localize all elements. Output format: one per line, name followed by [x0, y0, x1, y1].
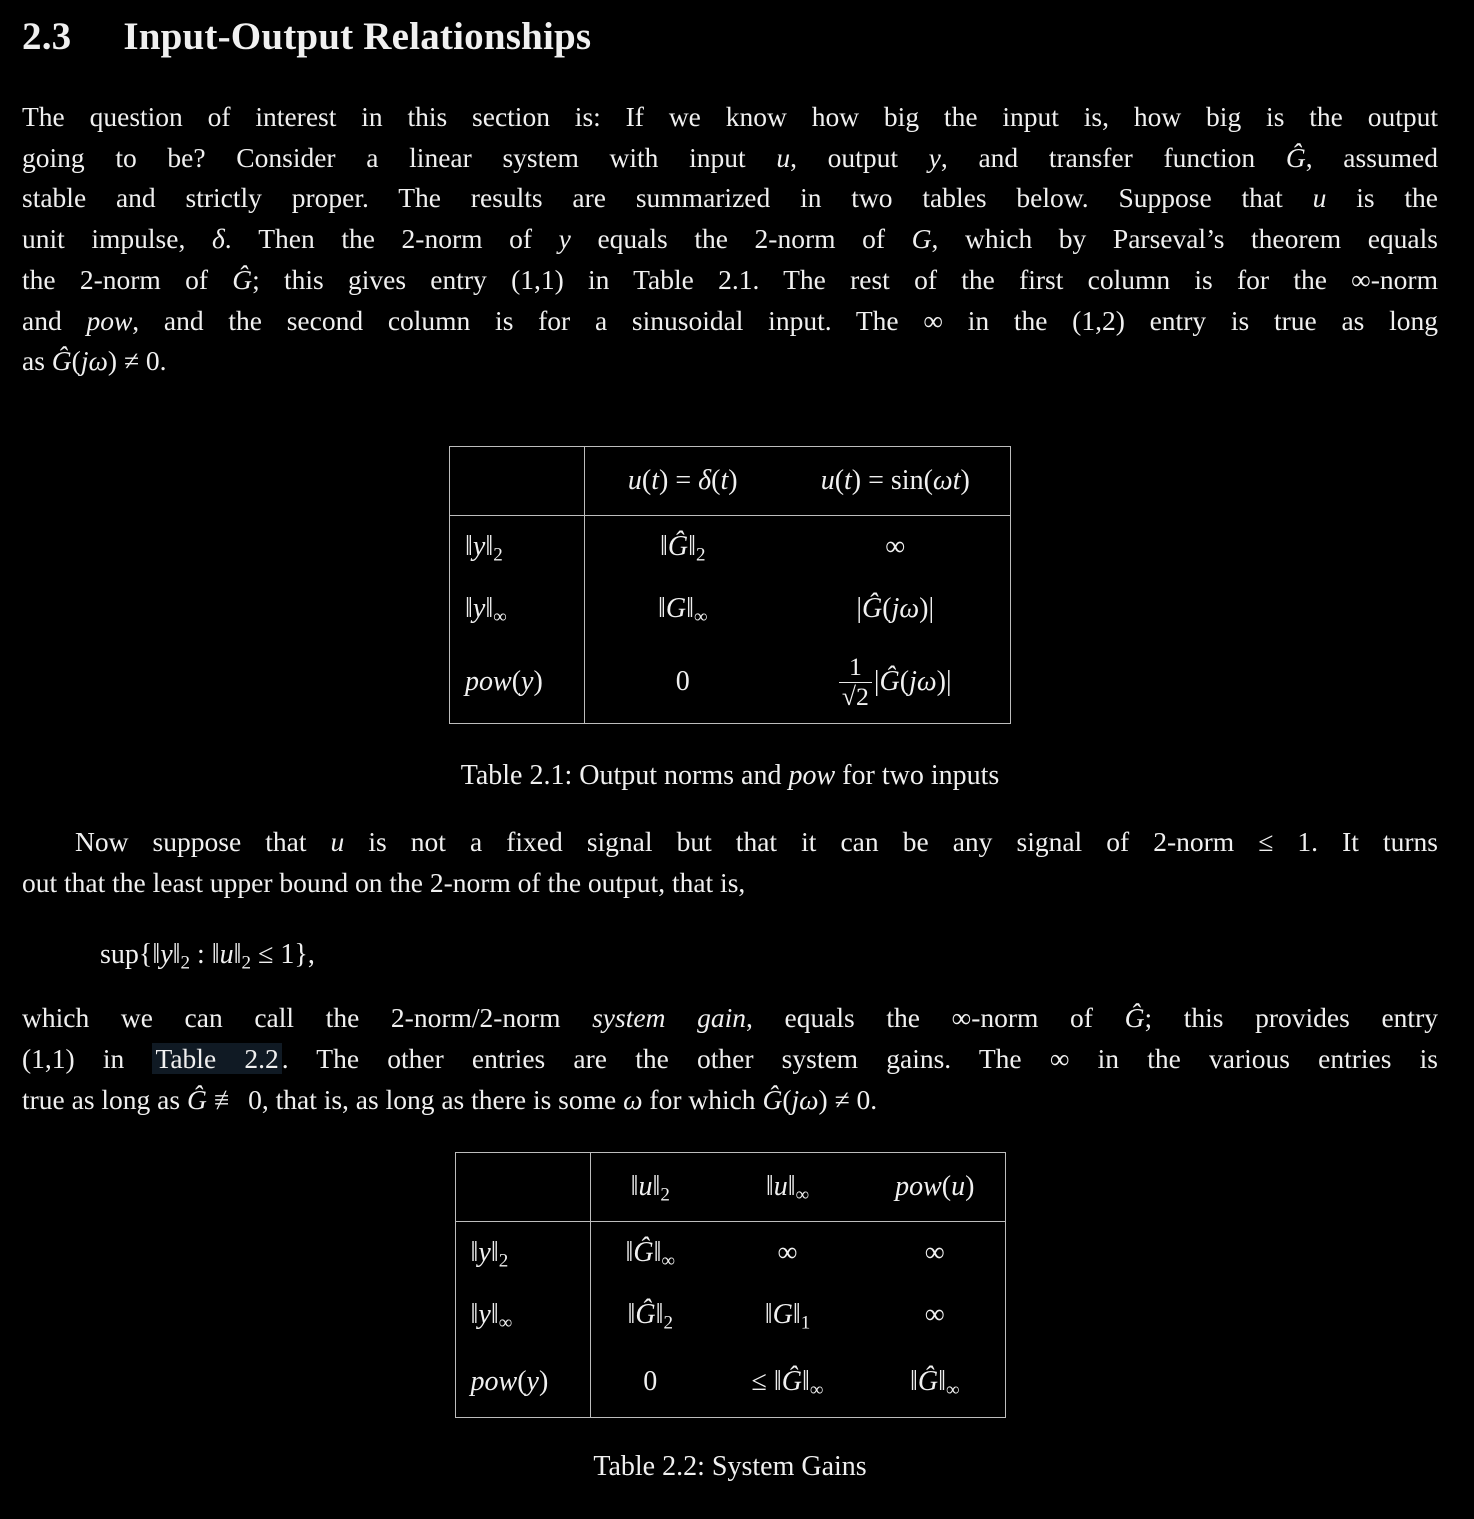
- table-cell: |Ĝ(jω)|: [856, 593, 935, 625]
- table-row-label: $‖y‖_2$: [450, 515, 585, 577]
- table-row-label: pow(y): [450, 641, 585, 723]
- table-row-label: pow(y): [455, 1346, 590, 1418]
- table-row: [450, 515, 1011, 577]
- table-2-2-link[interactable]: Table 2.2: [152, 1043, 281, 1074]
- paragraph-sup: [22, 822, 1438, 903]
- paragraph-line: which we can call the 2-norm/2-norm system gain, equals the ∞-norm of Ĝ; this provides entry: [22, 1002, 1438, 1034]
- table-corner-cell: [455, 1153, 590, 1222]
- table-2-2: [455, 1152, 1006, 1418]
- equation-sup-norm: $sup\{‖y‖_2$ : $‖u‖_2 \le 1$},: [100, 939, 315, 975]
- table-header-cell: u(t) = δ(t): [585, 446, 781, 515]
- table-corner-cell: [450, 446, 585, 515]
- table-row: [455, 1346, 1005, 1418]
- paragraph-gains: [22, 998, 1438, 1120]
- table-cell: $‖G‖_1$: [764, 1298, 811, 1334]
- table-row: [455, 1222, 1005, 1284]
- paragraph-intro: [22, 97, 1438, 382]
- table-cell: $\frac{1}{√2}$ |Ĝ(jω)|: [781, 641, 1011, 723]
- table-header-row: [455, 1153, 1005, 1222]
- table-header-row: [450, 446, 1011, 515]
- paragraph-line: out that the least upper bound on the 2-norm of the output, that is,: [22, 866, 746, 898]
- paragraph-line: the 2-norm of Ĝ; this gives entry (1,1) in Table 2.1. The rest of the first column is for the ∞-norm: [22, 263, 1438, 295]
- table-2-1-caption: Table 2.1: Output norms and pow for two inputs: [460, 759, 1000, 791]
- table-header-cell: $‖u‖_\infty$: [710, 1153, 865, 1222]
- table-cell: ≤ $‖Ĝ‖_\infty$: [751, 1365, 824, 1401]
- table-cell: ∞: [924, 1298, 945, 1330]
- table-header-cell: pow(u): [865, 1153, 1005, 1222]
- table-cell: $‖G‖_\infty$: [657, 593, 708, 629]
- paragraph-line: and pow, and the second column is for a sinusoidal input. The ∞ in the (1,2) entry is true as long: [22, 304, 1438, 336]
- table-cell: 0: [675, 666, 690, 698]
- section-title: Input-Output Relationships: [123, 15, 592, 58]
- section-heading: [22, 14, 1438, 59]
- paragraph-line: stable and strictly proper. The results are summarized in two tables below. Suppose that u is the: [22, 182, 1438, 214]
- table-row-label: $‖y‖_2$: [455, 1222, 590, 1284]
- table-header-cell: u(t) = sin(ωt): [781, 446, 1011, 515]
- table-cell: $‖Ĝ‖_2$: [660, 530, 706, 566]
- paragraph-line: (1,1) in Table 2.2 . The other entries are the other system gains. The ∞ in the various entries is: [22, 1043, 1438, 1075]
- paragraph-line: unit impulse, δ. Then the 2-norm of y equals the 2-norm of G, which by Parseval’s theorem equals: [22, 223, 1438, 255]
- table-cell: ∞: [885, 530, 906, 562]
- paragraph-line: Now suppose that u is not a fixed signal but that it can be any signal of 2-norm ≤ 1. It turns: [75, 825, 1438, 857]
- paragraph-line: The question of interest in this section is: If we know how big the input is, how big is the output: [22, 101, 1438, 132]
- table-cell: $‖Ĝ‖_2$: [627, 1298, 673, 1334]
- table-row: [455, 1284, 1005, 1346]
- table-row-label: $‖y‖_\infty$: [455, 1284, 590, 1346]
- table-row: [450, 577, 1011, 641]
- paragraph-line: as Ĝ(jω) ≠ 0.: [22, 345, 167, 377]
- table-cell: 0: [643, 1365, 658, 1397]
- table-cell: ∞: [777, 1237, 798, 1269]
- table-cell: $‖Ĝ‖_\infty$: [625, 1237, 676, 1272]
- table-cell: ∞: [924, 1237, 945, 1269]
- table-header-cell: $‖u‖_2$: [590, 1153, 710, 1222]
- table-row: [450, 641, 1011, 723]
- paragraph-line: going to be? Consider a linear system with input u, output y, and transfer function Ĝ, assumed: [22, 141, 1439, 173]
- section-number: 2.3: [22, 15, 72, 58]
- table-cell: $‖Ĝ‖_\infty$: [909, 1365, 960, 1401]
- table-2-2-caption: Table 2.2: System Gains: [593, 1451, 867, 1483]
- table-row-label: $‖y‖_\infty$: [450, 577, 585, 641]
- paragraph-line: true as long as Ĝ ≢ 0, that is, as long as there is some ω for which Ĝ(jω) ≠ 0.: [22, 1083, 878, 1115]
- table-2-1: [449, 446, 1011, 724]
